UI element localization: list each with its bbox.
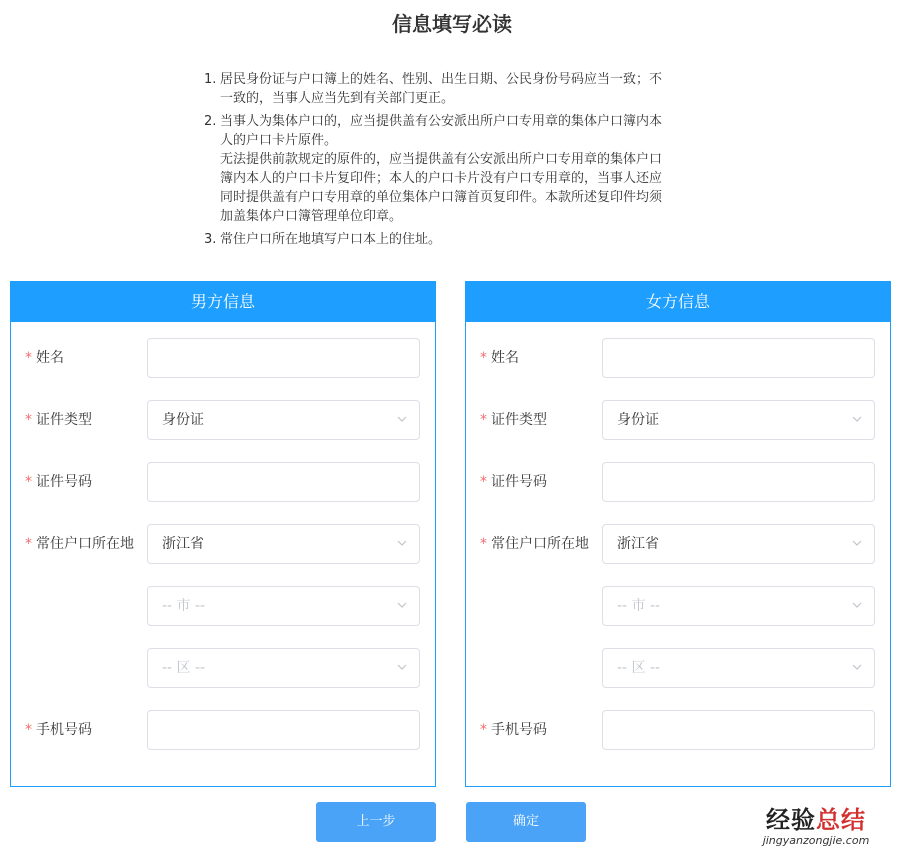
female-province-select[interactable] (602, 524, 875, 564)
chevron-down-icon (397, 662, 407, 672)
prev-step-button[interactable]: 上一步 (316, 802, 436, 842)
male-district-select[interactable] (147, 648, 420, 688)
female-id-number-label: * 证件号码 (480, 474, 547, 490)
male-name-label: * 姓名 (25, 350, 64, 366)
female-name-input[interactable] (602, 338, 875, 378)
male-city-select[interactable] (147, 586, 420, 626)
select-value: 浙江省 (617, 536, 659, 552)
female-name-row (466, 338, 890, 378)
required-mark: * (25, 474, 32, 490)
male-residence-label: * 常住户口所在地 (25, 536, 134, 552)
male-id-number-input[interactable] (147, 462, 420, 502)
male-district-row (11, 648, 435, 688)
male-city-row (11, 586, 435, 626)
female-city-select[interactable] (602, 586, 875, 626)
notice-item (204, 230, 674, 249)
male-info-panel (10, 281, 436, 787)
male-province-select[interactable] (147, 524, 420, 564)
confirm-button[interactable]: 确定 (466, 802, 586, 842)
notice-list (204, 70, 674, 253)
male-phone-input[interactable] (147, 710, 420, 750)
chevron-down-icon (852, 538, 862, 548)
female-residence-label: * 常住户口所在地 (480, 536, 589, 552)
select-value: 身份证 (617, 412, 659, 428)
female-id-type-label: * 证件类型 (480, 412, 547, 428)
notice-number: 3. (204, 232, 217, 247)
chevron-down-icon (852, 600, 862, 610)
male-panel-header: 男方信息 (11, 282, 435, 322)
male-id-type-row (11, 400, 435, 440)
notice-item (204, 70, 674, 108)
notice-item (204, 112, 674, 226)
select-placeholder: -- 市 -- (617, 598, 661, 614)
required-mark: * (25, 412, 32, 428)
notice-text: 当事人为集体户口的，应当提供盖有公安派出所户口专用章的集体户口簿内本人的户口卡片原件。 (220, 114, 663, 148)
select-placeholder: -- 市 -- (162, 598, 206, 614)
required-mark: * (480, 412, 487, 428)
select-value: 浙江省 (162, 536, 204, 552)
male-id-number-label: * 证件号码 (25, 474, 92, 490)
required-mark: * (25, 350, 32, 366)
notice-text: 无法提供前款规定的原件的，应当提供盖有公安派出所户口专用章的集体户口簿内本人的户口卡片复印件；本人的户口卡片没有户口专用章的，当事人还应同时提供盖有户口专用章的单位集体户口簿首页复印件。本款所述复印件均须加盖集体户口簿管理单位印章。 (220, 152, 663, 224)
female-residence-row (466, 524, 890, 564)
female-district-select[interactable] (602, 648, 875, 688)
select-placeholder: -- 区 -- (162, 660, 206, 676)
required-mark: * (25, 536, 32, 552)
required-mark: * (480, 722, 487, 738)
required-mark: * (25, 722, 32, 738)
watermark-logo (736, 806, 896, 848)
female-district-row (466, 648, 890, 688)
required-mark: * (480, 474, 487, 490)
required-mark: * (480, 536, 487, 552)
male-id-type-label: * 证件类型 (25, 412, 92, 428)
male-phone-row (11, 710, 435, 750)
female-phone-row (466, 710, 890, 750)
watermark-accent-text: 总结 (816, 806, 866, 834)
chevron-down-icon (397, 414, 407, 424)
male-name-row (11, 338, 435, 378)
chevron-down-icon (397, 600, 407, 610)
male-id-type-select[interactable] (147, 400, 420, 440)
female-name-label: * 姓名 (480, 350, 519, 366)
chevron-down-icon (852, 662, 862, 672)
notice-number: 1. (204, 72, 217, 87)
watermark-text: 经验 (766, 806, 816, 834)
notice-text: 常住户口所在地填写户口本上的住址。 (220, 232, 442, 247)
chevron-down-icon (397, 538, 407, 548)
required-mark: * (480, 350, 487, 366)
chevron-down-icon (852, 414, 862, 424)
select-placeholder: -- 区 -- (617, 660, 661, 676)
watermark-url: jingyanzongjie.com (762, 834, 870, 847)
male-phone-label: * 手机号码 (25, 722, 92, 738)
female-info-panel (465, 281, 891, 787)
female-id-number-input[interactable] (602, 462, 875, 502)
male-name-input[interactable] (147, 338, 420, 378)
female-id-number-row (466, 462, 890, 502)
female-city-row (466, 586, 890, 626)
female-panel-header: 女方信息 (466, 282, 890, 322)
female-phone-label: * 手机号码 (480, 722, 547, 738)
female-phone-input[interactable] (602, 710, 875, 750)
select-value: 身份证 (162, 412, 204, 428)
male-id-number-row (11, 462, 435, 502)
male-residence-row (11, 524, 435, 564)
female-id-type-row (466, 400, 890, 440)
notice-text: 居民身份证与户口簿上的姓名、性别、出生日期、公民身份号码应当一致；不一致的，当事人应当先到有关部门更正。 (220, 72, 663, 106)
female-id-type-select[interactable] (602, 400, 875, 440)
page-title: 信息填写必读 (392, 12, 512, 36)
notice-number: 2. (204, 114, 217, 129)
